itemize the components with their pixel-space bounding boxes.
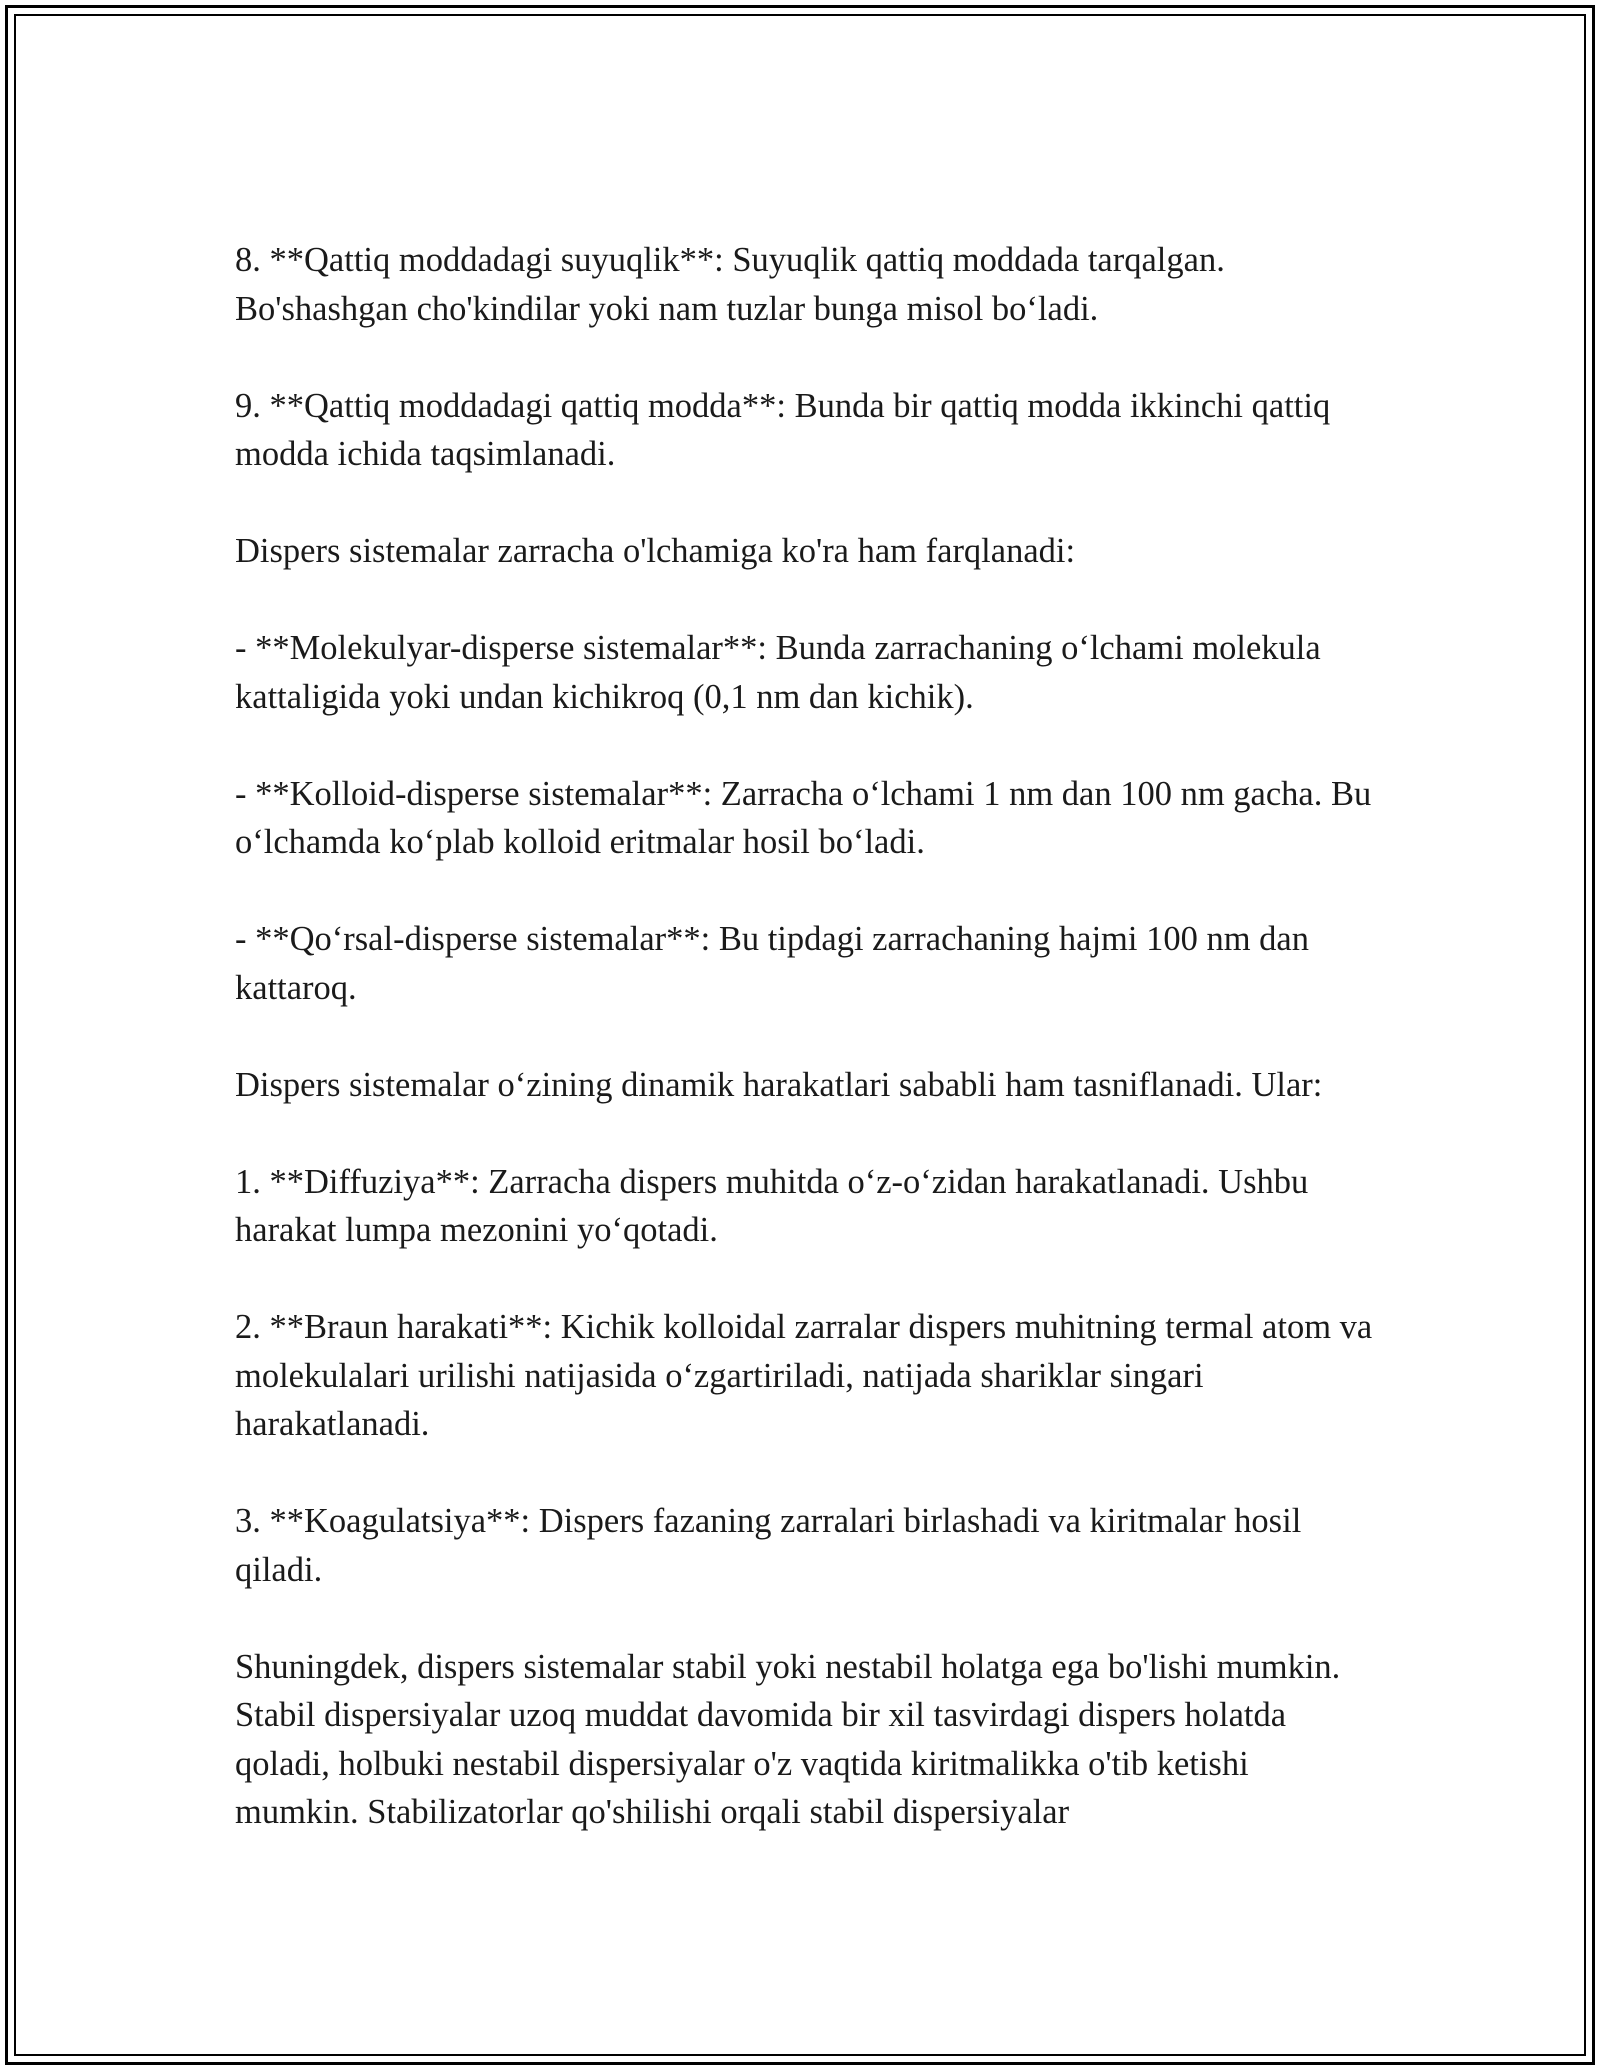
- paragraph-coarse-disperse: - **Qo‘rsal-disperse sistemalar**: Bu tipdagi zarrachaning hajmi 100 nm dan kattaroq.: [235, 920, 1309, 1007]
- paragraph-item-8: 8. **Qattiq moddadagi suyuqlik**: Suyuqlik qattiq moddada tarqalgan. Bo'shashgan cho'kindilar yoki nam tuzlar bunga misol bo‘ladi.: [235, 241, 1225, 328]
- paragraph-coagulation: 3. **Koagulatsiya**: Dispers fazaning zarralari birlashadi va kiritmalar hosil qiladi.: [235, 1502, 1302, 1589]
- paragraph-size-intro: Dispers sistemalar zarracha o'lchamiga ko'ra ham farqlanadi:: [235, 532, 1076, 570]
- paragraph-molecular-disperse: - **Molekulyar-disperse sistemalar**: Bunda zarrachaning o‘lchami molekula kattaligida yoki undan kichikroq (0,1 nm dan kichik).: [235, 629, 1321, 716]
- paragraph-brownian-motion: 2. **Braun harakati**: Kichik kolloidal zarralar dispers muhitning termal atom va molekulalari urilishi natijasida o‘zgartiriladi, natijada shariklar singari harakatlanadi.: [235, 1308, 1373, 1443]
- paragraph-stability: Shuningdek, dispers sistemalar stabil yoki nestabil holatga ega bo'lishi mumkin. Stabil dispersiyalar uzoq muddat davomida bir xil tasvirdagi dispers holatda qoladi, holbuki nestabil dispersiyalar o'z vaqtida kiritmalikka o'tib ketishi mumkin. Stabilizatorlar qo'shilishi orqali stabil dispersiyalar: [235, 1647, 1341, 1831]
- paragraph-diffusion: 1. **Diffuziya**: Zarracha dispers muhitda o‘z-o‘zidan harakatlanadi. Ushbu harakat lumpa mezonini yo‘qotadi.: [235, 1162, 1309, 1249]
- document-body: [235, 236, 1375, 1885]
- paragraph-item-9: 9. **Qattiq moddadagi qattiq modda**: Bunda bir qattiq modda ikkinchi qattiq modda ichida taqsimlanadi.: [235, 386, 1331, 473]
- paragraph-dynamics-intro: Dispers sistemalar o‘zining dinamik harakatlari sababli ham tasniflanadi. Ular:: [235, 1065, 1323, 1104]
- paragraph-colloid-disperse: - **Kolloid-disperse sistemalar**: Zarracha o‘lchami 1 nm dan 100 nm gacha. Bu o‘lchamda ko‘plab kolloid eritmalar hosil bo‘ladi.: [235, 774, 1372, 861]
